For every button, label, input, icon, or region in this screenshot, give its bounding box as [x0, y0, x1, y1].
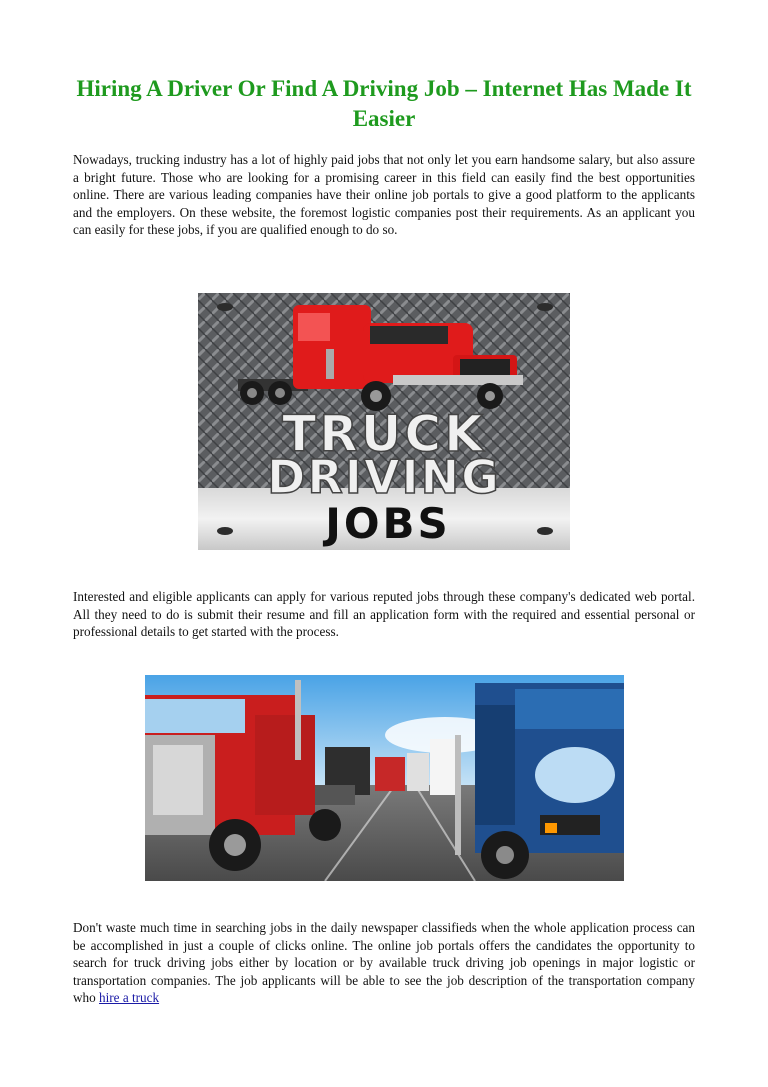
truck-driving-jobs-image [198, 293, 570, 550]
paragraph-apply: Interested and eligible applicants can apply for various reputed jobs through these company's dedicated web portal. All they need to do is submit their resume and fill an application form with the required and essential personal or professional details to get started with the process. [73, 589, 695, 640]
hire-a-truck-link[interactable]: hire a truck [99, 990, 160, 1006]
article-title: Hiring A Driver Or Find A Driving Job – Internet Has Made It Easier [76, 76, 692, 131]
image-line-truck: TRUCK [282, 405, 486, 463]
paragraph-intro: Nowadays, trucking industry has a lot of highly paid jobs that not only let you earn handsome salary, but also assure a bright future. Those who are looking for a promising career in this field can easily find the best opportunities online. There are various leading companies have their online job portals to give a good platform to the applicants and the employers. On these website, the foremost logistic companies post their requirements. As an applicant you can easily for these jobs, if you are qualified enough to do so. [73, 152, 695, 238]
paragraph-search-text: Don't waste much time in searching jobs in the daily newspaper classifieds when the whole application process can be accomplished in just a couple of clicks online. The online job portals offers the candidates the opportunity to search for truck driving jobs either by location or by available truck driving job openings in major logistic or transportation companies. The job applicants will be able to see the job description of the transportation company who [73, 920, 695, 1006]
paragraph-search [73, 919, 695, 1007]
truck-lineup-photo [145, 675, 624, 881]
blue-semi-truck-icon [455, 683, 624, 879]
image-line-jobs: JOBS [325, 499, 451, 548]
image-line-driving: DRIVING [267, 450, 501, 504]
